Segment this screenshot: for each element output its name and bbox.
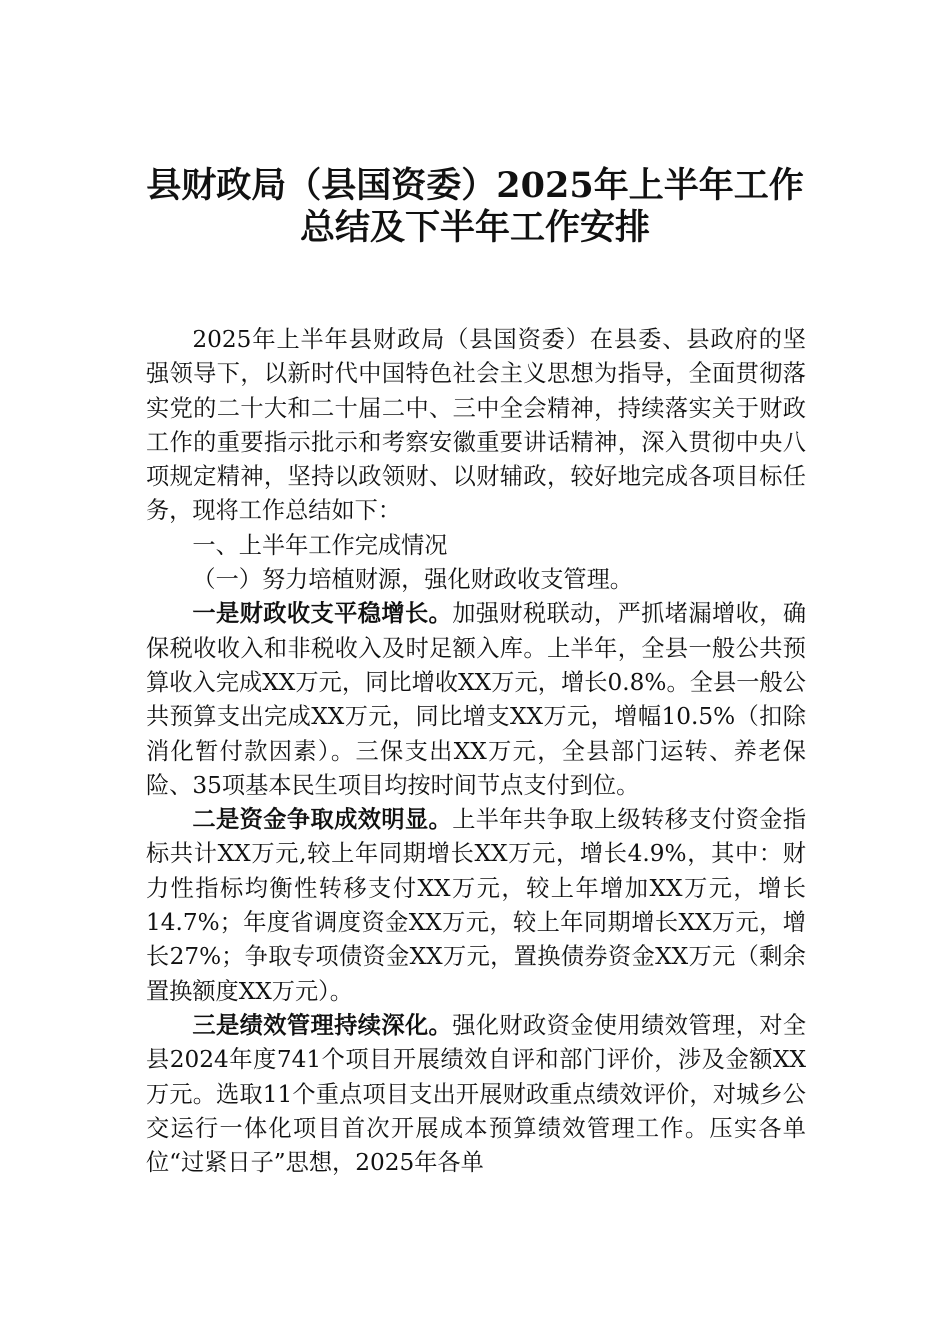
paragraph-text: 加强财税联动，严抓堵漏增收，确保税收收入和非税收入及时足额入库。上半年，全县一般公共预算收入完成XX万元，同比增收XX万元，增长0.8%。全县一般公共预算支出完成XX万元，同比增支XX万元，增幅10.5%（扣除消化暂付款因素）。三保支出XX万元，全县部门运转、养老保险、35项基本民生项目均按时间节点支付到位。 [146,600,807,799]
body-paragraph [146,803,806,1009]
intro-paragraph [146,323,806,529]
heading-text: 一、上半年工作完成情况 [192,531,448,559]
body-paragraph [146,1009,806,1180]
document-title-line-1: 县财政局（县国资委）2025年上半年工作 [146,165,804,206]
document-title-line-2: 总结及下半年工作安排 [299,207,650,248]
paragraph-text: 2025年上半年县财政局（县国资委）在县委、县政府的坚强领导下，以新时代中国特色社会主义思想为指导，全面贯彻落实党的二十大和二十届二中、三中全会精神，持续落实关于财政工作的重要指示批示和考察安徽重要讲话精神，深入贯彻中央八项规定精神，坚持以政领财、以财辅政，较好地完成各项目标任务，现将工作总结如下： [146,326,806,525]
paragraph-lead: 三是绩效管理持续深化。 [192,1011,453,1039]
paragraph-text: 强化财政资金使用绩效管理，对全县2024年度741个项目开展绩效自评和部门评价，涉及金额XX万元。选取11个重点项目支出开展财政重点绩效评价，对城乡公交运行一体化项目首次开展成本预算绩效管理工作。压实各单位“过紧日子”思想，2025年各单 [146,1011,807,1177]
paragraph-text: 上半年共争取上级转移支付资金指标共计XX万元,较上年同期增长XX万元，增长4.9%，其中：财力性指标均衡性转移支付XX万元，较上年增加XX万元，增长14.7%；年度省调度资金XX万元，较上年同期增长XX万元，增长27%；争取专项债资金XX万元，置换债券资金XX万元（剩余置换额度XX万元）。 [146,806,807,1005]
paragraph-lead: 一是财政收支平稳增长。 [192,600,453,628]
section-heading [146,529,806,563]
body-paragraph [146,597,806,803]
document-body [146,323,806,1180]
subheading-text: （一）努力培植财源，强化财政收支管理。 [192,566,633,594]
paragraph-lead: 二是资金争取成效明显。 [192,806,453,834]
subsection-heading [146,563,806,597]
